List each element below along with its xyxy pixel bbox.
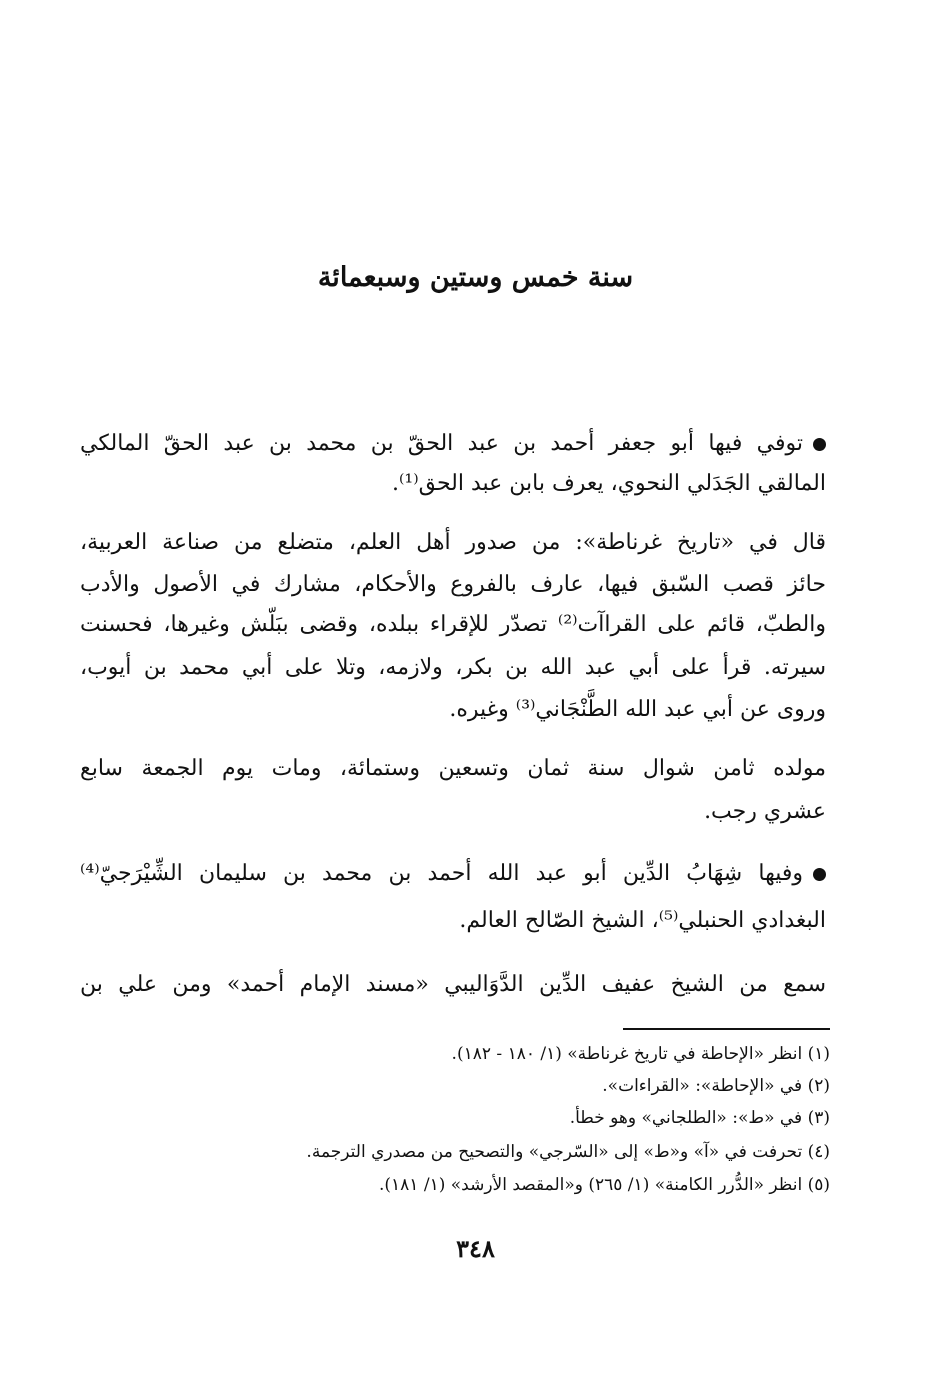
entry-1-para-1-line-5: وروى عن أبي عبد الله الطَّنْجَاني⁽³⁾ وغيره.: [449, 697, 826, 722]
footnote-1: (١) انظر «الإحاطة في تاريخ غرناطة» (١/ ١٨٠ - ١٨٢).: [451, 1044, 830, 1064]
footnote-2: (٢) في «الإحاطة»: «القراءات».: [602, 1076, 830, 1096]
entry-2-line-2: البغدادي الحنبلي⁽⁵⁾، الشيخ الصّالح العالم.: [459, 908, 826, 933]
entry-2-para-1-line-1: سمع من الشيخ عفيف الدِّين الدَّوَاليبي «مسند الإمام أحمد» ومن علي بن: [80, 972, 826, 997]
entry-1-para-2-line-2: عشري رجب.: [704, 799, 826, 824]
entry-1-line-2: المالقي الجَدَلي النحوي، يعرف بابن عبد الحق⁽¹⁾.: [391, 471, 826, 496]
entry-1-para-1-line-1: قال في «تاريخ غرناطة»: من صدور أهل العلم، متضلع من صناعة العربية،: [80, 530, 826, 555]
page-number: ٣٤٨: [456, 1234, 495, 1263]
bullet-icon: [813, 868, 826, 881]
entry-1-para-1-line-2: حائز قصب السّبق فيها، عارف بالفروع والأحكام، مشارك في الأصول والأدب: [80, 572, 826, 597]
entry-2-line-1: وفيها شِهَابُ الدِّين أبو عبد الله أحمد بن محمد بن سليمان الشِّيْرَجيّ⁽⁴⁾: [80, 852, 826, 896]
entry-1-para-1-line-3: والطبّ، قائم على القراآت⁽²⁾ تصدّر للإقراء ببلده، وقضى ببَلّش وغيرها، فحسنت: [80, 612, 827, 637]
page-title: سنة خمس وستين وسبعمائة: [317, 262, 634, 293]
footnote-3: (٣) في «ط»: «الطلجاني» وهو خطأ.: [569, 1108, 830, 1128]
entry-1-para-2-line-1: مولده ثامن شوال سنة ثمان وتسعين وستمائة، ومات يوم الجمعة سابع: [80, 756, 826, 781]
entry-1-line-1: توفي فيها أبو جعفر أحمد بن عبد الحقّ بن محمد بن عبد الحقّ المالكي: [80, 422, 826, 466]
entry-1-para-1-line-4: سيرته. قرأ على أبي عبد الله بن بكر، ولازمه، وتلا على أبي محمد بن أيوب،: [80, 655, 826, 680]
footnote-divider: [623, 1028, 830, 1030]
footnote-5: (٥) انظر «الدُّرر الكامنة» (١/ ٢٦٥) و«المقصد الأرشد» (١/ ١٨١).: [378, 1175, 830, 1195]
footnote-4: (٤) تحرفت في «آ» و«ط» إلى «السّرجي» والتصحيح من مصدري الترجمة.: [306, 1142, 830, 1162]
bullet-icon: [813, 438, 826, 451]
